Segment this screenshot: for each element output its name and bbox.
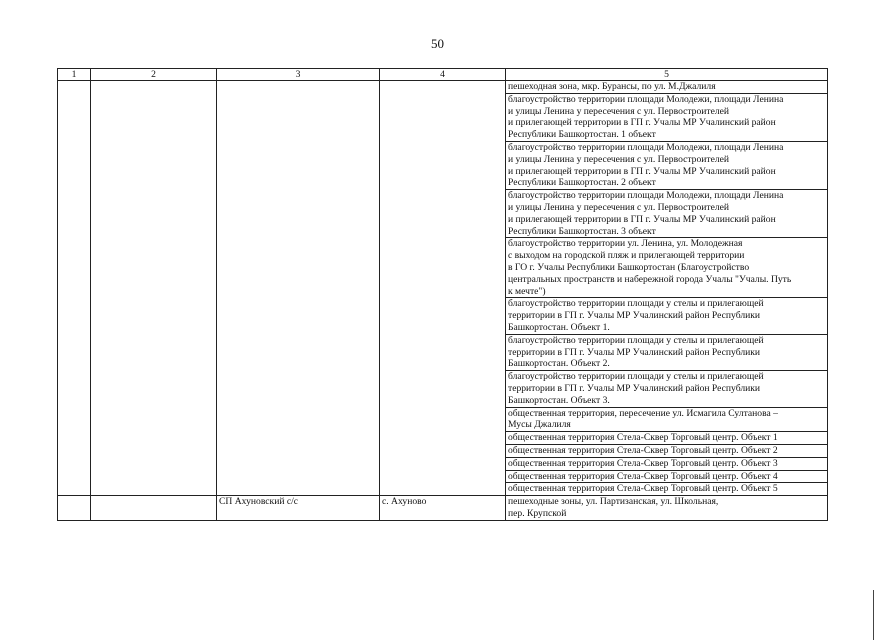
header-cell-5: 5 — [506, 69, 828, 81]
cell-description: благоустройство территории площади у стелы и прилегающей территории в ГП г. Учалы МР Учалинский район Республики Башкортостан. Объект 1. — [506, 298, 828, 334]
cell-description: общественная территория Стела-Сквер Торговый центр. Объект 1 — [506, 432, 828, 445]
cell-locality: с. Ахуново — [380, 496, 506, 521]
cell-col1-group2 — [58, 496, 91, 521]
cell-description: благоустройство территории площади Молодежи, площади Ленина и улицы Ленина у пересечения с ул. Первостроителей и прилегающей территории в ГП г. Учалы МР Учалинский район Республики Башкортостан. 3 объект — [506, 190, 828, 238]
header-cell-4: 4 — [380, 69, 506, 81]
header-cell-2: 2 — [91, 69, 217, 81]
table-row — [58, 81, 828, 94]
cell-description: общественная территория, пересечение ул. Исмагила Султанова – Мусы Джалиля — [506, 407, 828, 432]
cell-col2-group1 — [91, 81, 217, 496]
cell-description: пешеходная зона, мкр. Бурансы, по ул. М.Джалиля — [506, 81, 828, 94]
page-number: 50 — [431, 36, 444, 51]
cell-description: благоустройство территории площади Молодежи, площади Ленина и улицы Ленина у пересечения с ул. Первостроителей и прилегающей территории в ГП г. Учалы МР Учалинский район Республики Башкортостан. 1 объект — [506, 93, 828, 141]
header-cell-1: 1 — [58, 69, 91, 81]
cell-settlement: СП Ахуновский с/с — [217, 496, 380, 521]
header-cell-3: 3 — [217, 69, 380, 81]
table-header-row — [58, 69, 828, 81]
cell-description: общественная территория Стела-Сквер Торговый центр. Объект 5 — [506, 483, 828, 496]
cell-description: благоустройство территории площади Молодежи, площади Ленина и улицы Ленина у пересечения с ул. Первостроителей и прилегающей территории в ГП г. Учалы МР Учалинский район Республики Башкортостан. 2 объект — [506, 141, 828, 189]
data-table — [57, 68, 828, 521]
cell-col2-group2 — [91, 496, 217, 521]
cell-description: общественная территория Стела-Сквер Торговый центр. Объект 4 — [506, 470, 828, 483]
cell-col4-group1 — [380, 81, 506, 496]
table-row — [58, 496, 828, 521]
cell-description: общественная территория Стела-Сквер Торговый центр. Объект 2 — [506, 444, 828, 457]
cell-description: благоустройство территории ул. Ленина, ул. Молодежная с выходом на городской пляж и прилегающей территории в ГО г. Учалы Республики Башкортостан (Благоустройство центральных пространств и набережной города Учалы "Учалы. Путь к мечте") — [506, 238, 828, 298]
cell-description: общественная территория Стела-Сквер Торговый центр. Объект 3 — [506, 457, 828, 470]
scan-edge-line — [873, 590, 874, 640]
cell-description: благоустройство территории площади у стелы и прилегающей территории в ГП г. Учалы МР Учалинский район Республики Башкортостан. Объект 3. — [506, 371, 828, 407]
cell-description: пешеходные зоны, ул. Партизанская, ул. Школьная, пер. Крупской — [506, 496, 828, 521]
cell-description: благоустройство территории площади у стелы и прилегающей территории в ГП г. Учалы МР Учалинский район Республики Башкортостан. Объект 2. — [506, 334, 828, 370]
cell-col3-group1 — [217, 81, 380, 496]
cell-col1-group1 — [58, 81, 91, 496]
